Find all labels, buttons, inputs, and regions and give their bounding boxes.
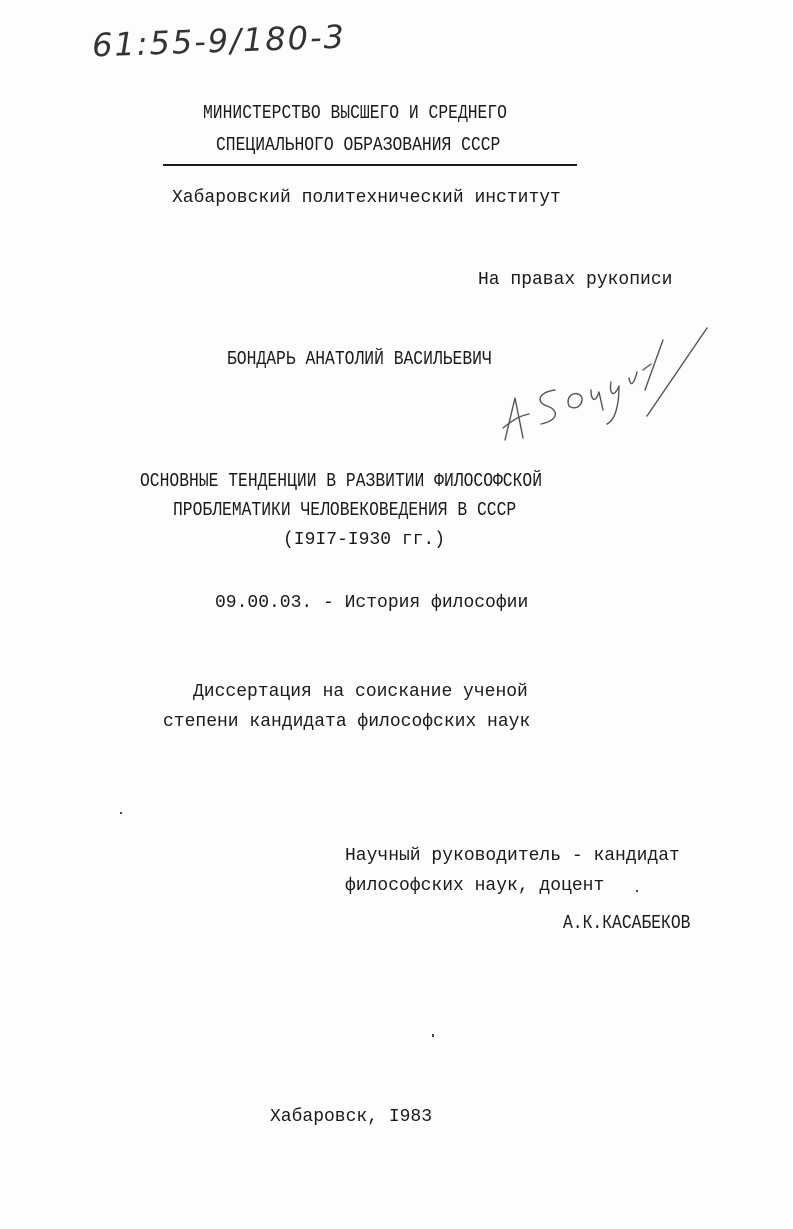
- ministry-line-1: МИНИСТЕРСТВО ВЫСШЕГО И СРЕДНЕГО: [203, 102, 507, 124]
- supervisor-name: А.К.КАСАБЕКОВ: [563, 912, 691, 934]
- title-line-3: (I9I7-I930 гг.): [283, 530, 446, 550]
- rights-note: На правах рукописи: [478, 270, 673, 290]
- institute-name: Хабаровский политехнический институт: [172, 188, 561, 208]
- archive-mark-handwritten: 61:55-9/180-3: [91, 17, 347, 65]
- scan-speck: [636, 890, 638, 892]
- degree-line-1: Диссертация на соискание ученой: [193, 682, 528, 702]
- heading-divider: [163, 164, 577, 166]
- degree-line-2: степени кандидата философских наук: [163, 712, 531, 732]
- author-name: БОНДАРЬ АНАТОЛИЙ ВАСИЛЬЕВИЧ: [227, 348, 492, 370]
- scan-speck: [120, 812, 122, 814]
- ministry-line-2: СПЕЦИАЛЬНОГО ОБРАЗОВАНИЯ СССР: [216, 134, 501, 156]
- supervisor-line-2: философских наук, доцент: [345, 876, 605, 896]
- title-line-1: ОСНОВНЫЕ ТЕНДЕНЦИИ В РАЗВИТИИ ФИЛОСОФСКОЙ: [140, 470, 543, 492]
- author-signature: [495, 320, 715, 450]
- place-and-year: Хабаровск, I983: [270, 1107, 433, 1127]
- title-line-2: ПРОБЛЕМАТИКИ ЧЕЛОВЕКОВЕДЕНИЯ В СССР: [173, 499, 517, 521]
- scan-speck: [432, 1034, 434, 1037]
- supervisor-line-1: Научный руководитель - кандидат: [345, 846, 680, 866]
- specialty-code: 09.00.03. - История философии: [215, 593, 529, 613]
